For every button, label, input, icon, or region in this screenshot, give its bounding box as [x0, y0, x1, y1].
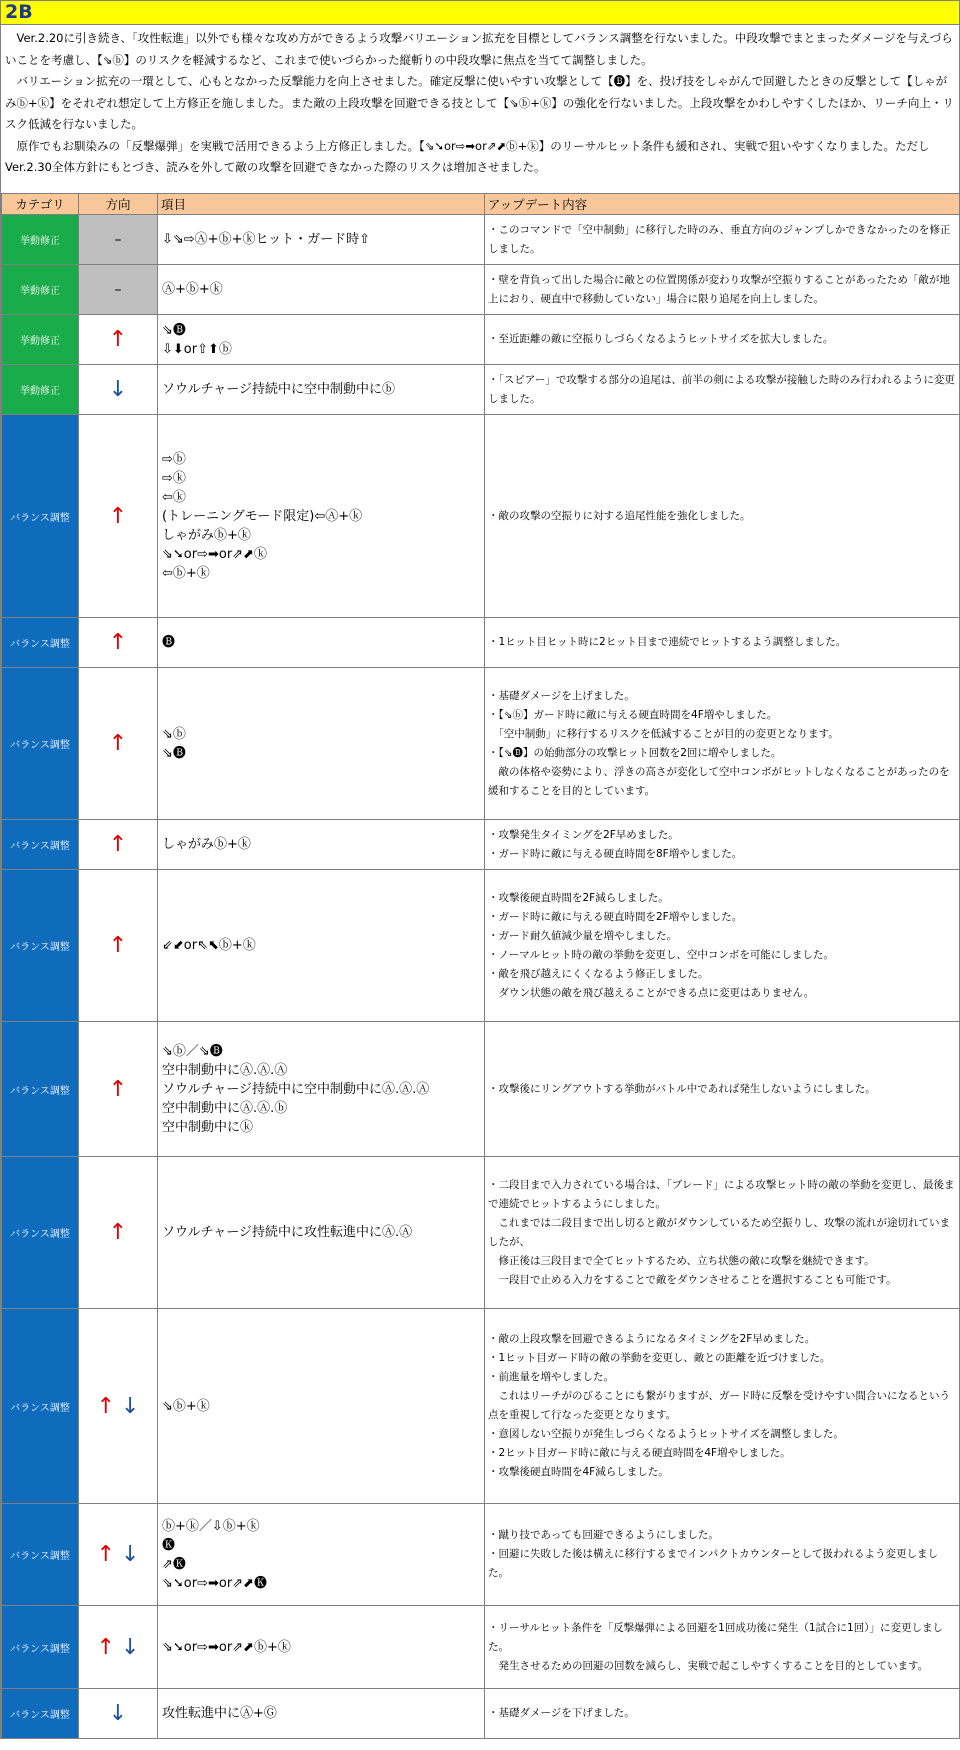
- update-table: [1, 193, 960, 1739]
- command-text: (トレーニングモード限定)⇦Ⓐ+ⓚ: [162, 508, 363, 524]
- detail-line: ・至近距離の敵に空振りしづらくなるようヒットサイズを拡大しました。: [488, 333, 834, 345]
- table-row: [2, 215, 960, 265]
- no-change-icon: –: [114, 281, 122, 298]
- command-text: ソウルチャージ持続中に空中制動中にⓑ: [162, 382, 395, 397]
- table-row: [2, 1309, 960, 1504]
- no-change-icon: –: [114, 231, 122, 248]
- command-text: ⇘🅑: [162, 322, 186, 338]
- item-cell: [158, 1309, 485, 1504]
- command-text: ⇦ⓚ: [162, 489, 186, 505]
- category-cell: バランス調整: [2, 1022, 79, 1157]
- detail-line: ・1ヒット目ヒット時に2ヒット目まで連続でヒットするよう調整しました。: [488, 636, 847, 648]
- detail-line: ・このコマンドで「空中制動」に移行した時のみ、垂直方向のジャンプしかできなかったのを修正しました。: [488, 223, 951, 255]
- direction-cell: [79, 265, 158, 315]
- detail-line: ・基礎ダメージを上げました。: [488, 689, 635, 702]
- direction-cell: [79, 1022, 158, 1157]
- command-text: ⇨ⓚ: [162, 470, 186, 486]
- detail-line: ・基礎ダメージを下げました。: [488, 1707, 635, 1719]
- table-row: [2, 820, 960, 870]
- item-cell: [158, 265, 485, 315]
- table-row: [2, 1689, 960, 1739]
- detail-cell: [485, 1504, 960, 1606]
- header-direction: 方向: [79, 194, 158, 215]
- command-text: ⇗🅚: [162, 1556, 186, 1572]
- category-cell: バランス調整: [2, 415, 79, 618]
- detail-line: ・1ヒット目ガード時の敵の挙動を変更し、敵との距離を近づけました。: [488, 1352, 831, 1364]
- command-text: ⇩⬇or⇧⬆ⓑ: [162, 341, 232, 357]
- item-cell: [158, 215, 485, 265]
- detail-line: ・ノーマルヒット時の敵の挙動を変更し、空中コンボを可能にしました。: [488, 948, 834, 961]
- up-arrow-icon: ↑: [96, 1393, 115, 1419]
- category-cell: 挙動修正: [2, 265, 79, 315]
- detail-line: 発生させるための回避の回数を減らし、実戦で起こしやすくすることを目的としています。: [488, 1659, 929, 1672]
- down-arrow-icon: ↓: [121, 1634, 140, 1660]
- direction-cell: [79, 820, 158, 870]
- detail-line: これはリーチがのびることにも繋がりますが、ガード時に反撃を受けやすい間合いになるという点を重視して行なった変更となります。: [488, 1390, 950, 1421]
- detail-line: 「空中制動」に移行するリスクを低減することが目的の変更となります。: [488, 727, 839, 740]
- command-text: ソウルチャージ持続中に攻性転進中にⒶ.Ⓐ: [162, 1225, 413, 1240]
- detail-line: ・リーサルヒット条件を「反撃爆弾による回避を1回成功後に発生（1試合に1回）」に変更しました。: [488, 1621, 943, 1653]
- direction-cell: [79, 1606, 158, 1689]
- intro-paragraph: バリエーション拡充の一環として、心もとなかった反撃能力を向上させました。確定反撃に使いやすい攻撃として【🅑】を、投げ技をしゃがんで回避したときの反撃として【しゃがみⓑ+ⓚ】をそれぞれ想定して上方修正を施しました。また敵の上段攻撃を回避できる技として【⇘ⓑ+ⓚ】の強化を行ないました。上段攻撃をかわしやすくしたほか、リーチ向上・リスク低減を行ないました。: [5, 74, 954, 131]
- header-category: カテゴリ: [2, 194, 79, 215]
- table-row: [2, 1157, 960, 1309]
- down-arrow-icon: ↓: [121, 1542, 140, 1567]
- command-text: しゃがみⓑ+ⓚ: [162, 527, 251, 543]
- table-row: [2, 618, 960, 668]
- detail-line: ・攻撃後にリングアウトする挙動がバトル中であれば発生しないようにしました。: [488, 1082, 876, 1095]
- section-title: 2B: [1, 0, 959, 25]
- command-text: 攻性転進中にⒶ+Ⓖ: [162, 1706, 277, 1721]
- category-cell: バランス調整: [2, 1157, 79, 1309]
- intro-paragraph: Ver.2.20に引き続き、「攻性転進」以外でも様々な攻め方ができるよう攻撃バリエーション拡充を目標としてバランス調整を行ないました。中段攻撃でまとまったダメージを与えづらいことを考慮し、【⇘ⓑ】のリスクを軽減するなど、これまで使いづらかった縦斬りの中段攻撃に焦点を当てて調整しました。: [5, 31, 953, 67]
- detail-cell: [485, 215, 960, 265]
- item-cell: [158, 1157, 485, 1309]
- detail-cell: [485, 415, 960, 618]
- command-text: ⇘ⓑ: [162, 726, 186, 742]
- item-cell: [158, 1504, 485, 1606]
- detail-cell: [485, 1022, 960, 1157]
- detail-line: ・二段目まで入力されている場合は、「ブレード」による攻撃ヒット時の敵の挙動を変更し、最後まで連続でヒットするようにしました。: [488, 1178, 955, 1210]
- intro-paragraph: 原作でもお馴染みの「反撃爆弾」を実戦で活用できるよう上方修正しました。【⇘➘or⇨➡or⇗⬈ⓑ+ⓚ】のリーサルヒット条件も緩和され、実戦で狙いやすくなりました。ただしVer.2.30全体方針にもとづき、読みを外して敵の攻撃を回避できなかった際のリスクは増加させました。: [5, 138, 930, 174]
- table-row: [2, 365, 960, 415]
- intro-text: [1, 25, 959, 185]
- detail-cell: [485, 870, 960, 1022]
- up-arrow-icon: ↑: [108, 1220, 128, 1245]
- direction-cell: [79, 365, 158, 415]
- detail-line: ・蹴り技であっても回避できるようにしました。: [488, 1529, 719, 1541]
- detail-cell: [485, 1157, 960, 1309]
- item-cell: [158, 1022, 485, 1157]
- detail-line: ・壁を背負って出した場合に敵との位置関係が変わり攻撃が空振りすることがあったため「敵が地上におり、硬直中で移動していない」場合に限り追尾を向上しました。: [488, 273, 950, 305]
- direction-cell: [79, 215, 158, 265]
- detail-cell: [485, 618, 960, 668]
- command-text: ⇙⬋or⇖⬉ⓑ+ⓚ: [162, 938, 256, 953]
- category-cell: バランス調整: [2, 820, 79, 870]
- table-row: [2, 1504, 960, 1606]
- table-row: [2, 668, 960, 820]
- command-text: ⇦ⓑ+ⓚ: [162, 565, 210, 581]
- command-text: Ⓐ+ⓑ+ⓚ: [162, 282, 223, 297]
- direction-cell: [79, 1504, 158, 1606]
- table-row: [2, 315, 960, 365]
- direction-cell: [79, 1689, 158, 1739]
- detail-cell: [485, 365, 960, 415]
- up-arrow-icon: ↑: [108, 630, 128, 655]
- command-text: 空中制動中にⒶ.Ⓐ.Ⓐ: [162, 1062, 288, 1078]
- header-content: アップデート内容: [485, 194, 960, 215]
- command-text: ⇘ⓑ／⇘🅑: [162, 1043, 223, 1059]
- detail-line: ・攻撃後硬直時間を2F減らしました。: [488, 891, 669, 904]
- detail-line: ・ガード時に敵に与える硬直時間を8F増やしました。: [488, 847, 743, 860]
- command-text: 🅑: [162, 635, 176, 650]
- up-arrow-icon: ↑: [96, 1542, 115, 1567]
- detail-cell: [485, 820, 960, 870]
- detail-line: ・ガード耐久値減少量を増やしました。: [488, 929, 677, 942]
- command-text: 空中制動中にⓚ: [162, 1119, 254, 1135]
- down-arrow-icon: ↓: [108, 1701, 128, 1726]
- direction-cell: [79, 618, 158, 668]
- category-cell: 挙動修正: [2, 215, 79, 265]
- down-arrow-icon: ↓: [121, 1393, 140, 1419]
- up-arrow-icon: ↑: [108, 1076, 128, 1102]
- detail-line: ・「スピアー」で攻撃する部分の追尾は、前半の剣による攻撃が接触した時のみ行われるように変更しました。: [488, 373, 955, 405]
- detail-line: これまでは二段目まで出し切ると敵がダウンしているため空振りし、攻撃の流れが途切れていましたが、: [488, 1216, 950, 1248]
- detail-line: ・攻撃発生タイミングを2F早めました。: [488, 828, 679, 841]
- detail-line: 修正後は三段目まで全てヒットするため、立ち状態の敵に攻撃を継続できます。: [488, 1254, 875, 1267]
- command-text: 🅚: [162, 1537, 176, 1553]
- detail-line: ・敵の上段攻撃を回避できるようになるタイミングを2F早めました。: [488, 1333, 816, 1345]
- detail-cell: [485, 1606, 960, 1689]
- detail-line: ・【⇘ⓑ】ガード時に敵に与える硬直時間を4F増やしました。: [488, 708, 778, 721]
- category-cell: バランス調整: [2, 1606, 79, 1689]
- up-arrow-icon: ↑: [108, 933, 128, 958]
- up-arrow-icon: ↑: [108, 327, 128, 352]
- detail-line: ・ガード時に敵に与える硬直時間を2F増やしました。: [488, 910, 743, 923]
- detail-cell: [485, 1689, 960, 1739]
- table-row: [2, 1606, 960, 1689]
- detail-line: ・2ヒット目ガード時に敵に与える硬直時間を4F増やしました。: [488, 1447, 791, 1459]
- table-row: [2, 415, 960, 618]
- detail-line: ・前進量を増やしました。: [488, 1371, 614, 1383]
- category-cell: バランス調整: [2, 668, 79, 820]
- detail-line: ・敵を飛び越えにくくなるよう修正しました。: [488, 967, 709, 980]
- category-cell: バランス調整: [2, 618, 79, 668]
- direction-cell: [79, 315, 158, 365]
- detail-line: ・【⇘🅑】の始動部分の攻撃ヒット回数を2回に増やしました。: [488, 746, 782, 759]
- detail-line: ・攻撃後硬直時間を4F減らしました。: [488, 1466, 669, 1478]
- detail-line: ・敵の攻撃の空振りに対する追尾性能を強化しました。: [488, 509, 751, 522]
- up-arrow-icon: ↑: [108, 832, 128, 857]
- item-cell: [158, 870, 485, 1022]
- item-cell: [158, 668, 485, 820]
- up-arrow-icon: ↑: [108, 731, 128, 756]
- category-cell: バランス調整: [2, 1309, 79, 1504]
- item-cell: [158, 1606, 485, 1689]
- detail-line: ・意図しない空振りが発生しづらくなるようヒットサイズを調整しました。: [488, 1428, 844, 1440]
- detail-cell: [485, 668, 960, 820]
- detail-line: 敵の体格や姿勢により、浮きの高さが変化して空中コンボがヒットしなくなることがあったのを緩和することを目的としています。: [488, 765, 950, 797]
- detail-line: ダウン状態の敵を飛び越えることができる点に変更はありません。: [488, 986, 815, 999]
- direction-cell: [79, 1157, 158, 1309]
- table-header-row: [2, 194, 960, 215]
- table-row: [2, 1022, 960, 1157]
- item-cell: [158, 365, 485, 415]
- category-cell: バランス調整: [2, 1689, 79, 1739]
- category-cell: バランス調整: [2, 870, 79, 1022]
- command-text: ⇘➘or⇨➡or⇗⬈ⓚ: [162, 546, 267, 562]
- detail-line: 一段目で止める入力をすることで敵をダウンさせることを選択することも可能です。: [488, 1273, 897, 1286]
- up-arrow-icon: ↑: [96, 1634, 115, 1660]
- item-cell: [158, 820, 485, 870]
- command-text: ⇘➘or⇨➡or⇗⬈ⓑ+ⓚ: [162, 1639, 291, 1655]
- category-cell: バランス調整: [2, 1504, 79, 1606]
- command-text: ⇘➘or⇨➡or⇗⬈🅚: [162, 1575, 267, 1591]
- header-item: 項目: [158, 194, 485, 215]
- command-text: ⓑ+ⓚ／⇩ⓑ+ⓚ: [162, 1518, 260, 1534]
- down-arrow-icon: ↓: [108, 377, 128, 402]
- category-cell: 挙動修正: [2, 365, 79, 415]
- table-row: [2, 265, 960, 315]
- detail-cell: [485, 315, 960, 365]
- item-cell: [158, 1689, 485, 1739]
- item-cell: [158, 415, 485, 618]
- direction-cell: [79, 415, 158, 618]
- item-cell: [158, 315, 485, 365]
- direction-cell: [79, 1309, 158, 1504]
- command-text: ⇩⇘⇨Ⓐ+ⓑ+ⓚヒット・ガード時⇧: [162, 232, 370, 247]
- direction-cell: [79, 668, 158, 820]
- detail-cell: [485, 1309, 960, 1504]
- command-text: しゃがみⓑ+ⓚ: [162, 837, 251, 852]
- command-text: ⇨ⓑ: [162, 451, 186, 467]
- command-text: 空中制動中にⒶ.Ⓐ.ⓑ: [162, 1100, 288, 1116]
- command-text: ⇘ⓑ+ⓚ: [162, 1398, 210, 1414]
- command-text: ⇘🅑: [162, 745, 186, 761]
- item-cell: [158, 618, 485, 668]
- table-row: [2, 870, 960, 1022]
- detail-cell: [485, 265, 960, 315]
- command-text: ソウルチャージ持続中に空中制動中にⒶ.Ⓐ.Ⓐ: [162, 1081, 430, 1097]
- detail-line: ・回避に失敗した後は構えに移行するまでインパクトカウンターとして扱われるよう変更しました。: [488, 1548, 939, 1579]
- direction-cell: [79, 870, 158, 1022]
- category-cell: 挙動修正: [2, 315, 79, 365]
- up-arrow-icon: ↑: [108, 503, 128, 529]
